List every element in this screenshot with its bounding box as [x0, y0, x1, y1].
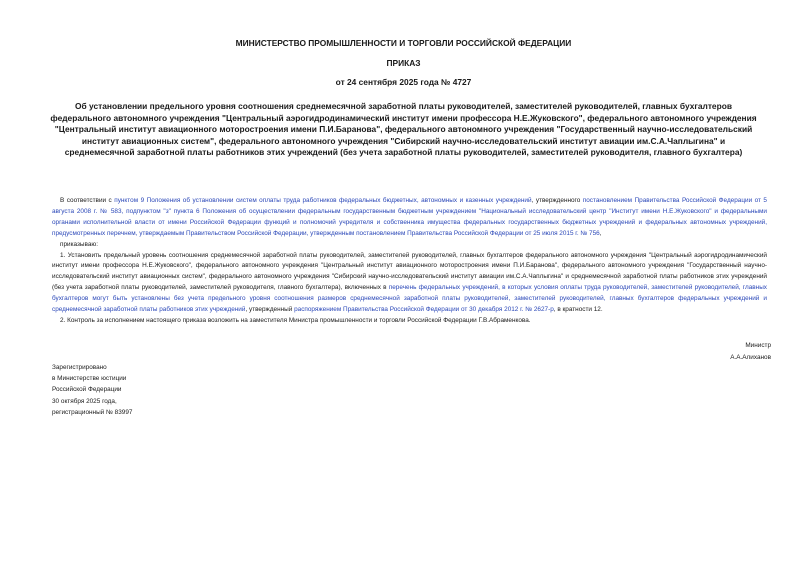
preamble-text-1: В соответствии с: [60, 197, 115, 204]
link-pay-systems-regulation[interactable]: пунктом 9 Положения об установлении систем оплаты труда работников федеральных бюджетных, автономных и казенных учреждений: [114, 197, 532, 204]
registration-line-3: Российской Федерации: [52, 386, 122, 394]
item-2-paragraph: 2. Контроль за исполнением настоящего приказа возложить на заместителя Министра промышленности и торговли Российской Федерации Г.В.Абраменкова.: [60, 316, 531, 324]
item-1-text-1: 1. Установить предельный уровень соотношения среднемесячной заработной платы руководителей, заместителей руководителей, главных бухгалтеров федерального автономного учреждения "Центральный аэрогидродинамический институт имени профессора Н.Е.Жуковского", федерального автономного учреждения "Центральный институт авиационного моторостроения имени П.И.Баранова", федерального автономного учреждения "Государственный научно-исследовательский институт авиационных систем", федерального автономного учреждения "Сибирский научно-исследовательский институт авиации им.С.А.Чаплыгина" и среднемесячной заработной платы работников этих учреждений (без учета заработной платы руководителей, заместителей руководителя, главного бухгалтера), включенных в: [52, 251, 767, 292]
order-word: приказываю:: [60, 240, 98, 248]
document-body: [52, 196, 767, 327]
preamble-paragraph: [52, 196, 767, 240]
preamble-text-3: ,: [599, 229, 602, 237]
signatory-name: А.А.Алиханов: [730, 354, 771, 361]
doc-type-heading: ПРИКАЗ: [386, 58, 421, 68]
item-1-text-2: , утвержденный: [245, 306, 295, 314]
date-number-heading: от 24 сентября 2025 года № 4727: [335, 77, 472, 87]
document-title: Об установлении предельного уровня соотношения среднемесячной заработной платы руководителей, заместителей руководителей, главных бухгалтеров федерального автономного учреждения "Центральный аэрогидродинамический институт имени профессора Н.Е.Жуковского", федерального автономного учреждения "Центральный институт авиационного моторостроения имени П.И.Баранова", федерального автономного учреждения "Государственный научно-исследовательский институт авиационных систем", федерального автономного учреждения "Сибирский научно-исследовательский институт авиации им.С.А.Чаплыгина" и среднемесячной заработной платы работников этих учреждений (без учета заработной платы руководителей, заместителей руководителя, главного бухгалтера): [50, 101, 757, 158]
registration-line-2: в Министерстве юстиции: [52, 375, 127, 383]
preamble-text-2: , утвержденного: [531, 197, 583, 204]
registration-line-4: 30 октября 2025 года,: [52, 397, 117, 405]
registration-line-1: Зарегистрировано: [52, 364, 107, 371]
item-1-text-3: , в кратности 12.: [553, 306, 603, 314]
ministry-heading: МИНИСТЕРСТВО ПРОМЫШЛЕННОСТИ И ТОРГОВЛИ РОССИЙСКОЙ ФЕДЕРАЦИИ: [235, 38, 572, 48]
registration-line-5: регистрационный № 83997: [52, 408, 133, 416]
signatory-position: Министр: [745, 342, 771, 349]
link-order-2627-r[interactable]: распоряжением Правительства Российской Федерации от 30 декабря 2012 г. № 2627-р: [294, 306, 554, 314]
item-1-paragraph: [52, 251, 767, 316]
link-government-resolution-583[interactable]: постановлением Правительства Российской Федерации от 5 августа 2008 г. № 583, подпунктом "з" пункта 6 Положения об осуществлении федеральным государственным бюджетным учреждением "Национальный исследовательский центр "Институт имени Н.Е.Жуковского" и федеральными органами исполнительной власти от имени Российской Федерации функций и полномочий учредителя и собственника имущества федеральных государственных бюджетных учреждений и федеральных автономных учреждений, предусмотренных перечнем, утверждаемым Правительством Российской Федерации, утвержденным постановлением Правительства Российской Федерации от 25 июля 2015 г. № 756: [52, 197, 767, 237]
registration-block: [52, 362, 132, 418]
signature-block: [571, 340, 771, 364]
link-institutions-list[interactable]: перечень федеральных учреждений, в которых условия оплаты труда руководителей, заместителей руководителей, главных бухгалтеров могут быть установлены без учета предельного уровня соотношения размеров среднемесячной заработной платы руководителей, заместителей руководителей, главных бухгалтеров федеральных учреждений и среднемесячной заработной платы работников этих учреждений: [52, 284, 767, 314]
